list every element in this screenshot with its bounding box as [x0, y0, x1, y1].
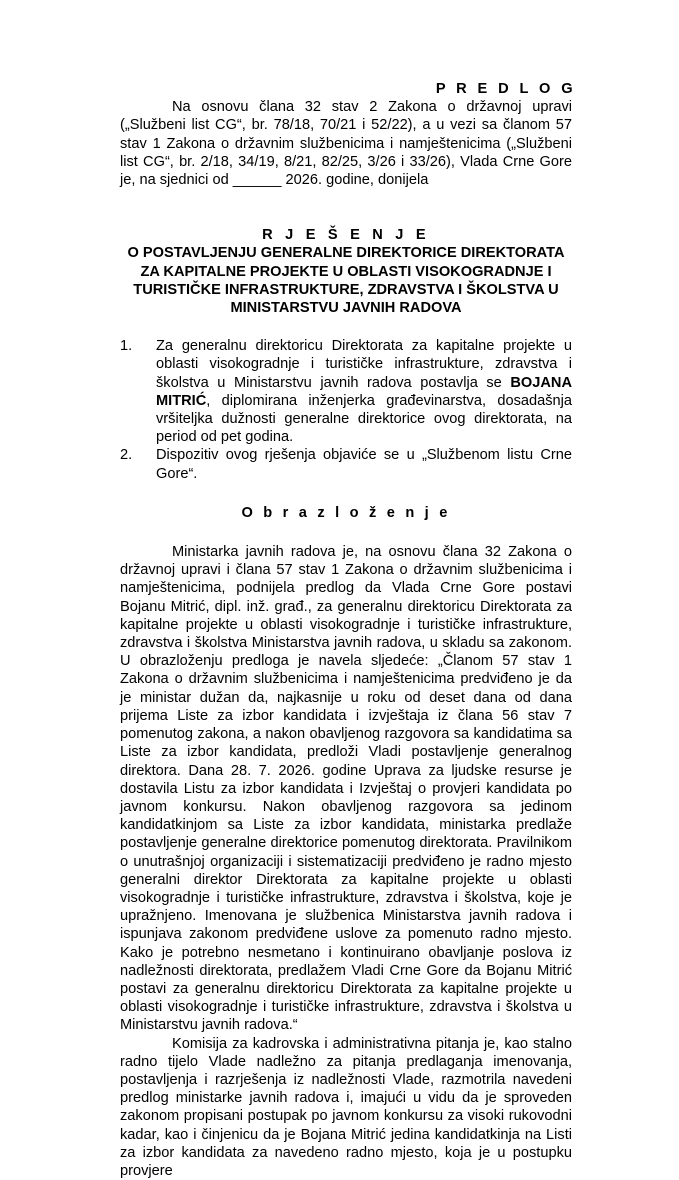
intro-paragraph: Na osnovu člana 32 stav 2 Zakona o državnoj upravi („Službeni list CG“, br. 78/18, 70/21 i 52/22), a u vezi sa članom 57 stav 1 Zakona o državnim službenicima i namještenicima („Službeni list CG“, br. 2/18, 34/19, 8/21, 82/25, 3/26 i 33/26), Vlada Crne Gore je, na sjednici od ______ 2026. godine, donijela — [120, 99, 572, 189]
dispositive-item-1 — [120, 337, 572, 446]
item-text-before: Za generalnu direktoricu Direktorata za kapitalne projekte u oblasti visokogradnje i turističke infrastrukture, zdravstva i školstva u Ministarstvu javnih radova postavlja se — [156, 338, 572, 391]
explanation-title: O b r a z l o ž e n j e — [241, 504, 451, 521]
appointee-name: BOJANA MITRIĆ — [156, 374, 572, 409]
item-text-after: , diplomirana inženjerka građevinarstva, dosadašnja vršiteljka dužnosti generalne direktorice ovog direktorata, na period od pet godina. — [156, 392, 572, 446]
decision-subject: O POSTAVLJENJU GENERALNE DIREKTORICE DIREKTORATA ZA KAPITALNE PROJEKTE U OBLASTI VISOKOGRADNJE I TURISTIČKE INFRASTRUKTURE, ZDRAVSTVA I ŠKOLSTVA U MINISTARSTVU JAVNIH RADOVA — [127, 245, 565, 317]
explanation-paragraph-2: Komisija za kadrovska i administrativna pitanja je, kao stalno radno tijelo Vlade nadležno za pitanja predlaganja imenovanja, postavljenja i razrješenja iz nadležnosti Vlade, razmotrila navedeni predlog ministarke javnih radova i, imajući u vidu da je sproveden zakonom propisani postupak po javnom konkursu za visoki rukovodni kadar, kao i činjenicu da je Bojana Mitrić jedina kandidatkinja na Listi za izbor kandidata za navedeno radno mjesto, koja je u postupku provjere — [120, 1035, 572, 1179]
decision-title: R J E Š E N J E — [262, 227, 430, 244]
list-number: 1. — [120, 338, 133, 355]
predlog-label: P R E D L O G — [435, 81, 576, 97]
item-text: Dispozitiv ovog rješenja objaviće se u „Službenom listu Crne Gore“. — [156, 447, 572, 482]
dispositive-item-2 — [120, 446, 572, 482]
list-number: 2. — [120, 447, 133, 464]
dispositive-list — [120, 337, 572, 483]
explanation-paragraph-1: Ministarka javnih radova je, na osnovu člana 32 Zakona o državnoj upravi i člana 57 stav 1 Zakona o državnim službenicima i namještenicima, podnijela predlog da Vlada Crne Gore postavi Bojanu Mitrić, dipl. inž. građ., za generalnu direktoricu Direktorata za kapitalne projekte u oblasti visokogradnje i turističke infrastrukture, zdravstva i školstva Ministarstva javnih radova, u skladu sa zakonom. U obrazloženju predloga je navela sljedeće: „Članom 57 stav 1 Zakona o državnim službenicima i namještenicima predviđeno je da je ministar dužan da, najkasnije u roku od deset dana od dana prijema Liste za izbor kandidata i izvještaja iz člana 56 stav 7 pomenutog zakona, a nakon obavljenog razgovora sa kandidatima sa Liste za izbor kandidata, predloži Vladi postavljenje generalnog direktora. Dana 28. 7. 2026. godine Uprava za ljudske resurse je dostavila Listu za izbor kandidata i Izvještaj o provjeri kandidata po javnom konkursu. Nakon obavljenog razgovora sa jedinom kandidatkinjom sa Liste za izbor kandidata, ministarka predlaže postavljenje generalne direktorice pomenutog direktorata. Pravilnikom o unutrašnjoj organizaciji i sistematizaciji predviđeno je radno mjesto generalni direktor Direktorata za kapitalne projekte u oblasti visokogradnje i turističke infrastrukture, zdravstva i školstva, koje je upražnjeno. Imenovana je službenica Ministarstva javnih radova i ispunjava zakonom predviđene uslove za pomenuto radno mjesto. Kako je potrebno nesmetano i kontinuirano obavljanje poslova iz nadležnosti direktorata, predlažem Vladi Crne Gore da Bojanu Mitrić postavi za generalnu direktoricu Direktorata za kapitalne projekte u oblasti visokogradnje i turističke infrastrukture, zdravstva i školstva u Ministarstvu javnih radova.“ — [120, 544, 572, 1034]
